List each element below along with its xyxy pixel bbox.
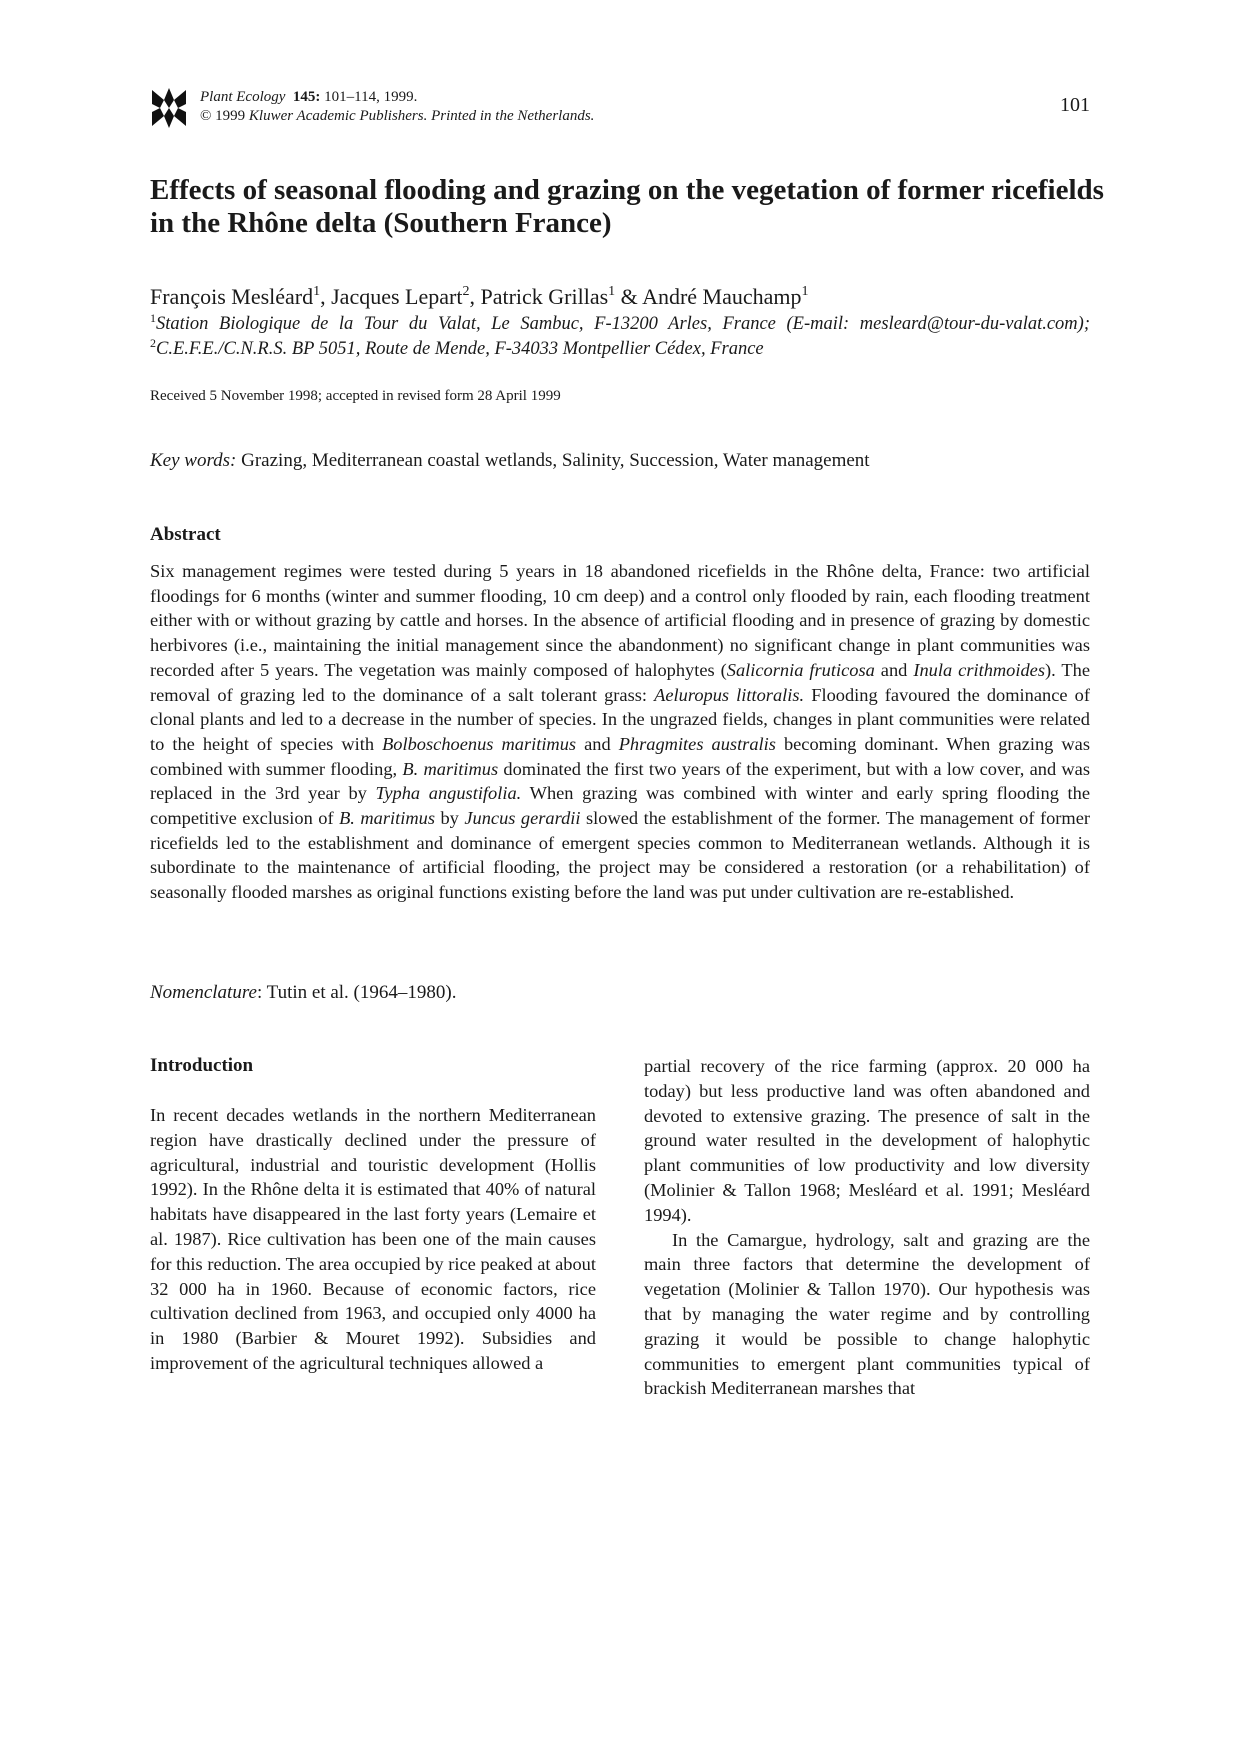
species-name: Salicornia fruticosa [726, 659, 875, 680]
keywords [150, 450, 870, 472]
page-number: 101 [1060, 94, 1090, 116]
publisher: Kluwer Academic Publishers. Printed in the Netherlands. [248, 108, 595, 124]
abstract-text: becoming dominant. When grazing was combined with summer flooding, [150, 733, 1090, 779]
abstract-text: dominated the first two years of the experiment, but with a low cover, and was replaced in the 3rd year by [150, 758, 1090, 804]
abstract-text: slowed the establishment of the former. The management of former ricefields led to the establishment and dominance of emergent species common to Mediterranean wetlands. Although it is subordinate to the maintenance of artificial flooding, the project may be considered a restoration (or a rehabilitation) of seasonally flooded marshes as original functions existing before the land was put under cultivation are re-established. [150, 808, 1091, 903]
abstract-text: by [435, 808, 465, 829]
abstract-text: Six management regimes were tested during 5 years in 18 abandoned ricefields in the Rhône delta, France: two artificial floodings for 6 months (winter and summer flooding, 10 cm deep) and a control only flooded by rain, each flooding treatment either with or without grazing by cattle and horses. In the absence of artificial flooding and in presence of grazing by domestic herbivores (i.e., maintaining the initial management since the abandonment) no significant change in plant communities was recorded after 5 years. The vegetation was mainly composed of halophytes ( [150, 561, 1090, 680]
species-name: Aeluropus littoralis. [654, 684, 805, 705]
nomenclature [150, 982, 456, 1004]
nomenclature-label: Nomenclature [150, 982, 257, 1003]
keywords-text: Grazing, Mediterranean coastal wetlands, Salinity, Succession, Water management [236, 450, 870, 471]
volume: 145: [292, 89, 321, 105]
publisher-logo [150, 86, 188, 130]
author-name: François Mesléard [150, 284, 314, 309]
pages-year: 101–114, 1999. [320, 89, 418, 105]
introduction-column-2 [644, 1054, 1090, 1401]
journal-name: Plant Ecology [200, 89, 286, 105]
species-name: Typha angustifolia. [375, 783, 522, 804]
affiliation-2: C.E.F.E./C.N.R.S. BP 5051, Route de Mende, F-34033 Montpellier Cédex, France [156, 339, 764, 359]
introduction-heading: Introduction [150, 1055, 254, 1076]
abstract-text: and [576, 733, 619, 754]
author-name: Patrick Grillas [480, 284, 609, 309]
nomenclature-text: : Tutin et al. (1964–1980). [256, 982, 457, 1003]
abstract-body [150, 559, 1090, 905]
intro-paragraph: partial recovery of the rice farming (approx. 20 000 ha today) but less productive land was often abandoned and devoted to extensive grazing. The presence of salt in the ground water resulted in the development of halophytic plant communities of low productivity and low diversity (Molinier & Tallon 1968; Mesléard et al. 1991; Mesléard 1994). [644, 1056, 1090, 1225]
species-name: B. maritimus [339, 808, 435, 829]
author-affil-mark: 2 [462, 284, 470, 299]
author-name: Jacques Lepart [331, 284, 463, 309]
affiliation-1: Station Biologique de la Tour du Valat, Le Sambuc, F-13200 Arles, France (E-mail: mesleard@tour-du-valat.com); [156, 314, 1090, 334]
species-name: B. maritimus [402, 758, 499, 779]
affil-mark: 1 [150, 311, 156, 325]
abstract-text: and [874, 659, 914, 680]
abstract-text: Flooding favoured the dominance of clonal plants and led to a decrease in the number of species. In the ungrazed fields, changes in plant communities were related to the height of species with [150, 684, 1090, 754]
copyright: © 1999 [200, 108, 249, 124]
intro-paragraph: In the Camargue, hydrology, salt and grazing are the main three factors that determine the development of vegetation (Molinier & Tallon 1970). Our hypothesis was that by managing the water regime and by controlling grazing it would be possible to change halophytic communities to emergent plant communities typical of brackish Mediterranean marshes that [644, 1229, 1090, 1399]
affil-mark: 2 [150, 336, 156, 350]
abstract-text: When grazing was combined with winter and early spring flooding the competitive exclusion of [150, 783, 1091, 829]
author-separator: , [469, 284, 481, 309]
paper-title: Effects of seasonal flooding and grazing on the vegetation of former ricefields in the Rhône delta (Southern France) [150, 174, 1104, 239]
species-name: Phragmites australis [618, 733, 776, 754]
author-affil-mark: 1 [313, 284, 321, 299]
journal-citation [200, 88, 594, 126]
author-separator: & [615, 284, 643, 309]
author-separator: , [320, 284, 332, 309]
received-dates: Received 5 November 1998; accepted in revised form 28 April 1999 [150, 388, 561, 404]
species-name: Juncus gerardii [464, 808, 581, 829]
introduction-column-1: In recent decades wetlands in the northern Mediterranean region have drastically declined under the pressure of agricultural, industrial and touristic development (Hollis 1992). In the Rhône delta it is estimated that 40% of natural habitats have disappeared in the last forty years (Lemaire et al. 1987). Rice cultivation has been one of the main causes for this reduction. The area occupied by rice peaked at about 32 000 ha in 1960. Because of economic factors, rice cultivation declined from 1963, and occupied only 4000 ha in 1980 (Barbier & Mouret 1992). Subsidies and improvement of the agricultural techniques allowed a [150, 1105, 596, 1373]
species-name: Inula crithmoides [913, 659, 1045, 680]
species-name: Bolboschoenus maritimus [382, 733, 577, 754]
affiliations [150, 312, 1090, 362]
author-affil-mark: 1 [608, 284, 616, 299]
author-name: André Mauchamp [642, 284, 802, 309]
abstract-text: ). The removal of grazing led to the dominance of a salt tolerant grass: [150, 659, 1090, 705]
author-list [150, 284, 809, 310]
author-affil-mark: 1 [801, 284, 809, 299]
abstract-heading: Abstract [150, 524, 221, 545]
keywords-label: Key words: [150, 450, 237, 471]
